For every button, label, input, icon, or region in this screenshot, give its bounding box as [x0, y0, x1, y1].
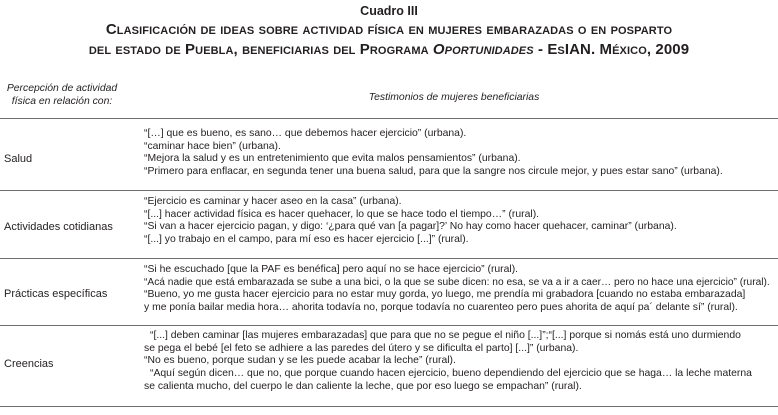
testimony-quote: “Ejercicio es caminar y hacer aseo en la casa” (urbana).	[144, 196, 402, 207]
column-header-perception-line-1: Percepción de actividad	[6, 83, 118, 94]
row-category-specific-practices: Prácticas específicas	[4, 288, 108, 300]
table-title-line-1	[0, 21, 778, 38]
row-testimonies-health	[144, 128, 776, 179]
row-testimonies-beliefs	[144, 330, 776, 394]
testimony-quote: “Aquí según dicen… que no, que porque cuando hacen ejercicio, bueno dependiendo del ejercicio que se haga… la leche materna	[150, 368, 752, 380]
testimony-quote: “[...] deben caminar [las mujeres embarazadas] que para que no se pegue el niño [...]”;“[...] porque si nomás está uno durmiendo	[150, 330, 741, 341]
row-testimonies-specific-practices	[144, 264, 776, 315]
column-header-perception-line-2: física en relación con:	[11, 96, 113, 107]
testimony-quote: “Mejora la salud y es un entretenimiento que evita malos pensamientos” (urbana).	[144, 153, 521, 165]
title-program-name: Oportunidades	[432, 41, 534, 58]
testimony-quote: “Primero para enflacar, en segunda tener una buena salud, para que la sangre nos circule mejor, y pues estar sano” (urbana).	[144, 166, 723, 178]
testimony-quote: “[...] yo trabajo en el campo, para mí eso es hacer ejercicio [...]” (rural).	[144, 234, 469, 246]
column-header-perception	[0, 82, 124, 108]
testimony-quote: “[…] que es bueno, es sano… que debemos hacer ejercicio” (urbana).	[144, 128, 467, 139]
testimony-quote: “Si he escuchado [que la PAF es benéfica] pero aquí no se hace ejercicio” (rural).	[144, 264, 519, 275]
header-divider	[0, 118, 778, 119]
title-line-2-post: - EsIAN. México, 2009	[533, 41, 690, 58]
title-line-2-pre: del estado de Puebla, beneficiarias del Programa	[88, 41, 433, 58]
testimony-quote: y me ponía bailar media hora… ahorita todavía no, porque todavía no cuarenteo pero pues ahorita de aquí pa´ delante sí” (rural).	[144, 302, 738, 314]
row-category-health: Salud	[4, 153, 33, 165]
row-category-daily-activities: Actividades cotidianas	[4, 221, 113, 233]
row-divider	[0, 258, 778, 259]
testimony-quote: “Acá nadie que está embarazada se sube a una bici, o la que se sube dicen: no esa, se va a ir a caer… pero no hace una ejercicio” (rural).	[144, 276, 770, 288]
row-category-beliefs: Creencias	[4, 358, 54, 370]
testimony-quote: “[...] hacer actividad física es hacer quehacer, lo que se hace todo el tiempo…” (rural).	[144, 208, 540, 220]
table-number: Cuadro III	[360, 4, 418, 18]
testimony-quote: “caminar hace bien” (urbana).	[144, 140, 281, 152]
testimony-quote: “Bueno, yo me gusta hacer ejercicio para no estar muy gorda, yo luego, me prendía mi grabadora [cuando no estaba embarazada]	[144, 289, 746, 301]
testimony-quote: “No es bueno, porque sudan y se les puede acabar la leche” (rural).	[144, 355, 456, 367]
testimony-quote: se pega el bebé [el feto se adhiere a las paredes del útero y se dificulta el parto] [...]” (urbana).	[144, 342, 579, 354]
row-testimonies-daily-activities	[144, 196, 776, 247]
table-title-line-2	[0, 41, 778, 58]
row-divider	[0, 325, 778, 326]
column-header-testimonies: Testimonios de mujeres beneficiarias	[368, 92, 540, 103]
table-bottom-rule	[0, 406, 778, 407]
testimony-quote: se calienta mucho, del cuerpo le dan caliente la leche, que por eso luego se empachan” (rural).	[144, 380, 582, 392]
row-divider	[0, 190, 778, 191]
title-line-1-text: Clasificación de ideas sobre actividad física en mujeres embarazadas o en posparto	[105, 21, 673, 38]
testimony-quote: “Si van a hacer ejercicio pagan, y digo: ‘¿para qué van [a pagar]?’ No hay como hacer quehacer, caminar” (urbana).	[144, 221, 677, 233]
